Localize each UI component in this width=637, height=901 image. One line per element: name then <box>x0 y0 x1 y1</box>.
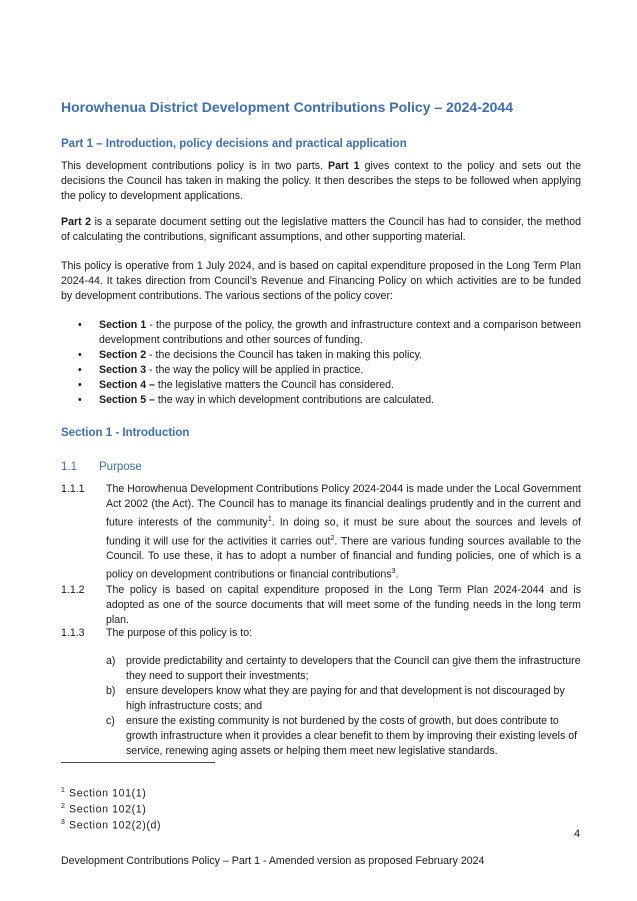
clause-text: The Horowhenua Development Contributions Policy 2024-2044 is made under the Local Government Act 2002 (the Act). The Council has to manage its financial dealings prudently and in the current and future interests of the community$^1$. In doing so, it must be sure about the sources and levels of funding it will use for the activities it carries out$^2$. There are various funding sources available to the Council. To use these, it has to adopt a number of financial and funding policies, one of which is a policy on development contributions or financial contributions$^3$. <box>106 483 581 581</box>
clause-1-1-1 <box>61 482 581 583</box>
purpose-list-item: c) ensure the existing community is not burdened by the costs of growth, but does contribute to growth infrastructure when it provides a clear benefit to them by improving their existing levels of service, renewing aging assets or helping them meet new legislative standards. <box>106 715 578 757</box>
sections-list-item: • Section 3 - the way the policy will be applied in practice. <box>78 364 364 376</box>
page-footer: Development Contributions Policy – Part 1 - Amended version as proposed February 2024 <box>61 855 485 867</box>
purpose-list-item: a) provide predictability and certainty to developers that the Council can give them the infrastructure they need to support their investments; <box>106 655 581 682</box>
sections-list-item: • Section 4 – the legislative matters the Council has considered. <box>78 379 395 391</box>
clause-number: 1.1.2 <box>61 584 85 596</box>
subsection-purpose-heading: 1.1 Purpose <box>61 461 142 473</box>
bullet-icon: • <box>78 349 82 361</box>
footnote-ref[interactable]: 1 <box>267 516 272 523</box>
clause-number: 1.1.1 <box>61 483 85 495</box>
intro-paragraph-1: This development contributions policy is in two parts. Part 1 gives context to the policy and sets out the decisions the Council has taken in making the policy. It then describes the steps to be followed when applying the policy to development applications. <box>61 160 581 202</box>
intro-paragraph-2: Part 2 is a separate document setting out the legislative matters the Council has had to consider, the method of calculating the contributions, significant assumptions, and other supporting material. <box>61 216 581 243</box>
bullet-icon: • <box>78 364 82 376</box>
purpose-list <box>106 654 581 759</box>
document-title: Horowhenua District Development Contributions Policy – 2024-2044 <box>61 99 513 115</box>
footnote-divider <box>61 762 215 763</box>
footnote-ref[interactable]: 2 <box>330 534 335 542</box>
bullet-icon: • <box>78 379 82 391</box>
footnote: $^3$ Section 102(2)(d) <box>61 819 162 832</box>
section1-heading: Section 1 - Introduction <box>61 427 190 439</box>
sections-list <box>61 318 581 408</box>
clause-1-1-2 <box>61 583 581 628</box>
sections-list-item: • Section 5 – the way in which development contributions are calculated. <box>78 394 435 406</box>
bullet-icon: • <box>78 394 82 406</box>
clause-number: 1.1.3 <box>61 627 85 639</box>
footnote: $^2$ Section 102(1) <box>61 803 147 816</box>
clause-text: The policy is based on capital expenditure proposed in the Long Term Plan 2024-2044 and is adopted as one of the source documents that will meet some of the funding needs in the long term plan. <box>106 584 581 626</box>
sections-list-item: • Section 2 - the decisions the Council has taken in making this policy. <box>78 349 423 361</box>
footnote: $^1$ Section 101(1) <box>61 787 147 800</box>
clause-text: The purpose of this policy is to: <box>106 627 253 639</box>
footnote-ref[interactable]: 3 <box>391 568 396 576</box>
bullet-icon: • <box>78 319 82 331</box>
purpose-list-item: b) ensure developers know what they are paying for and that development is not discouraged by high infrastructure costs; and <box>106 685 565 712</box>
intro-paragraph-3: This policy is operative from 1 July 2024, and is based on capital expenditure proposed in the Long Term Plan 2024-44. It takes direction from Council’s Revenue and Financing Policy on which activities are to be funded by development contributions. The various sections of the policy cover: <box>61 260 581 302</box>
page-number: 4 <box>574 828 581 840</box>
clause-1-1-3 <box>61 626 581 641</box>
sections-list-item: • Section 1 - the purpose of the policy, the growth and infrastructure context and a comparison between development contributions and other sources of funding. <box>78 319 581 346</box>
part1-heading: Part 1 – Introduction, policy decisions and practical application <box>61 138 407 150</box>
